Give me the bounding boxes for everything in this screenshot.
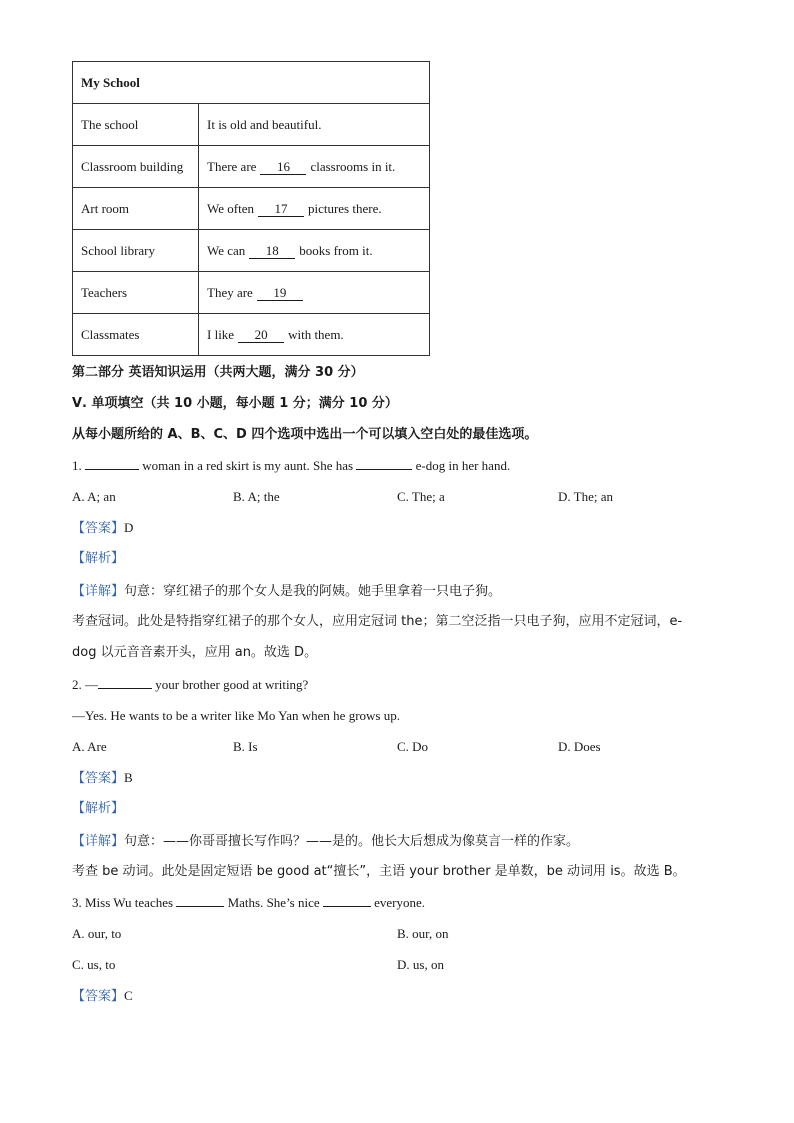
answer-value: B — [124, 770, 133, 785]
question-1 — [72, 457, 510, 475]
detail-line — [72, 582, 501, 601]
explanation: 考查冠词。此处是特指穿红裙子的那个女人，应用定冠词 the；第二空泛指一只电子狗，应用不定冠词，e- — [72, 614, 683, 629]
section-title: Ⅴ. 单项填空（共 10 小题，每小题 1 分；满分 10 分） — [72, 396, 398, 411]
row-content — [199, 104, 430, 146]
blank-20: 20 — [238, 328, 284, 343]
answer-value: D — [124, 520, 134, 535]
table-row — [73, 230, 430, 272]
row-text: We often — [207, 200, 254, 216]
question-stem: Maths. She’s nice — [227, 895, 320, 910]
option-d: D. us, on — [397, 957, 444, 972]
detail-label: 【详解】 — [72, 834, 125, 849]
row-label: Teachers — [73, 272, 199, 314]
option-c: C. The; a — [397, 489, 445, 504]
table-row — [73, 104, 430, 146]
blank — [176, 894, 224, 907]
row-text: We can — [207, 242, 246, 258]
row-label: Classroom building — [73, 146, 199, 188]
row-text: I like — [207, 326, 235, 342]
analysis-label: 【解析】 — [72, 551, 125, 566]
option-a: A. A; an — [72, 489, 116, 504]
question-stem: your brother good at writing? — [155, 677, 309, 692]
row-text-after: pictures there. — [307, 200, 382, 216]
answer-line — [72, 519, 133, 538]
blank-17: 17 — [258, 202, 304, 217]
explanation: 考查 be 动词。此处是固定短语 be good at“擅长”，主语 your brother 是单数，be 动词用 is。故选 B。 — [72, 864, 686, 879]
row-content — [199, 272, 430, 314]
option-b: B. Is — [233, 739, 258, 754]
explanation: dog 以元音音素开头，应用 an。故选 D。 — [72, 645, 318, 660]
analysis-label: 【解析】 — [72, 801, 125, 816]
row-text: They are — [207, 284, 253, 300]
row-text: It is old and beautiful. — [207, 116, 322, 132]
detail-text: 句意：——你哥哥擅长写作吗？——是的。他长大后想成为像莫言一样的作家。 — [124, 834, 580, 849]
blank-19: 19 — [257, 286, 303, 301]
answer-value: C — [124, 988, 133, 1003]
row-text-after: books from it. — [299, 242, 373, 258]
table-row — [73, 146, 430, 188]
table-row — [73, 314, 430, 356]
row-text: There are — [207, 158, 257, 174]
answer-line — [72, 987, 133, 1006]
table-row — [73, 272, 430, 314]
blank — [85, 457, 139, 470]
blank — [98, 676, 152, 689]
blank-16: 16 — [260, 160, 306, 175]
option-c: C. us, to — [72, 957, 116, 972]
row-text-after: with them. — [288, 326, 344, 342]
answer-line — [72, 769, 133, 788]
row-label: Art room — [73, 188, 199, 230]
question-number: 2. — — [72, 677, 98, 692]
row-content — [199, 188, 430, 230]
row-label: School library — [73, 230, 199, 272]
question-stem: everyone. — [374, 895, 426, 910]
my-school-table — [72, 61, 430, 356]
option-a: A. Are — [72, 739, 107, 754]
option-d: D. The; an — [558, 489, 613, 504]
question-stem: e-dog in her hand. — [415, 458, 511, 473]
blank-18: 18 — [249, 244, 295, 259]
table-title: My School — [73, 62, 430, 104]
detail-line — [72, 832, 579, 851]
row-text-after: classrooms in it. — [310, 158, 396, 174]
blank — [323, 894, 371, 907]
table-row — [73, 188, 430, 230]
row-content — [199, 146, 430, 188]
row-label: The school — [73, 104, 199, 146]
option-c: C. Do — [397, 739, 429, 754]
option-b: B. A; the — [233, 489, 280, 504]
answer-label: 【答案】 — [72, 521, 125, 536]
row-content — [199, 314, 430, 356]
instruction: 从每小题所给的 A、B、C、D 四个选项中选出一个可以填入空白处的最佳选项。 — [72, 427, 538, 442]
answer-label: 【答案】 — [72, 771, 125, 786]
detail-text: 句意：穿红裙子的那个女人是我的阿姨。她手里拿着一只电子狗。 — [124, 584, 502, 599]
row-label: Classmates — [73, 314, 199, 356]
question-number: 3. Miss Wu teaches — [72, 895, 174, 910]
part-title: 第二部分 英语知识运用（共两大题，满分 30 分） — [72, 365, 364, 380]
question-stem: woman in a red skirt is my aunt. She has — [142, 458, 354, 473]
option-b: B. our, on — [397, 926, 449, 941]
question-reply: —Yes. He wants to be a writer like Mo Yan when he grows up. — [72, 708, 400, 723]
option-a: A. our, to — [72, 926, 122, 941]
question-3 — [72, 894, 425, 912]
option-d: D. Does — [558, 739, 601, 754]
detail-label: 【详解】 — [72, 584, 125, 599]
blank — [356, 457, 412, 470]
answer-label: 【答案】 — [72, 989, 125, 1004]
question-2 — [72, 676, 308, 694]
question-number: 1. — [72, 458, 82, 473]
row-content — [199, 230, 430, 272]
